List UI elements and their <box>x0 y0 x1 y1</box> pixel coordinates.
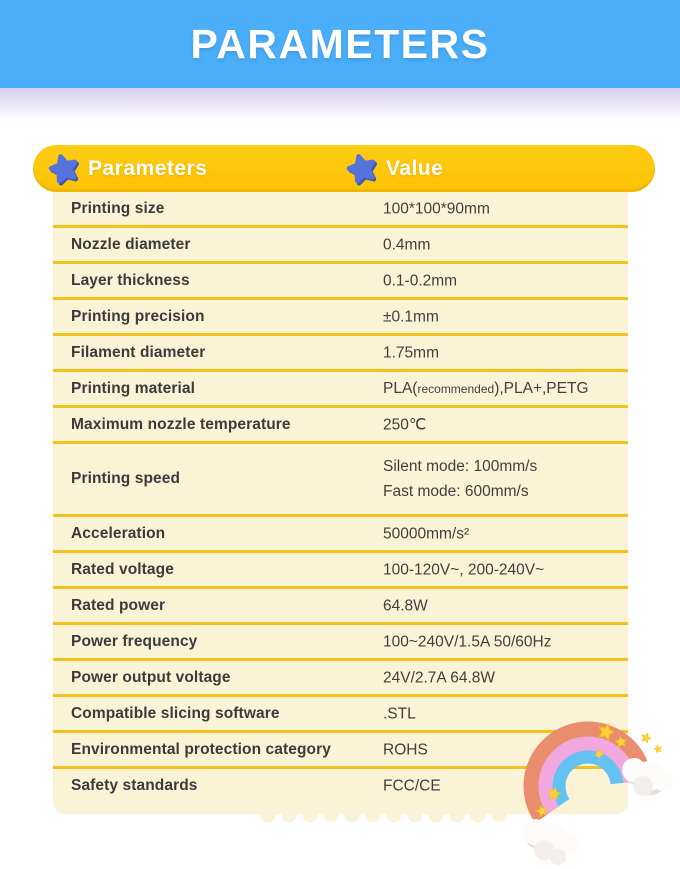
row-label: Printing material <box>71 379 196 397</box>
row-label: Printing precision <box>71 307 205 325</box>
row-value: Silent mode: 100mm/s Fast mode: 600mm/s <box>383 458 538 500</box>
header-col-parameters: Parameters <box>88 156 208 180</box>
star-icon <box>345 152 379 186</box>
row-label: Safety standards <box>71 776 198 794</box>
table-row <box>53 369 628 405</box>
row-value: .STL <box>383 705 416 722</box>
star-icon <box>47 152 81 186</box>
row-label: Compatible slicing software <box>71 704 280 722</box>
row-label: Power output voltage <box>71 668 231 686</box>
row-value: FCC/CE <box>383 777 441 794</box>
table-row <box>53 514 628 550</box>
row-value: 0.1-0.2mm <box>383 272 458 289</box>
row-label: Filament diameter <box>71 343 206 361</box>
table-row <box>53 441 628 514</box>
banner-fade-gradient <box>0 88 680 122</box>
header-parameters-group <box>47 152 207 186</box>
header-col-value: Value <box>386 156 444 180</box>
row-value: 24V/2.7A 64.8W <box>383 669 496 686</box>
row-value: PLA(recommended),PLA+,PETG <box>383 379 589 397</box>
rainbow-clouds-icon <box>496 714 674 869</box>
table-row <box>53 622 628 658</box>
cloud-icon <box>622 758 673 796</box>
row-value: 1.75mm <box>383 344 439 361</box>
row-label: Rated power <box>71 596 166 614</box>
table-row <box>53 261 628 297</box>
row-value: 100-120V~, 200-240V~ <box>383 561 545 578</box>
table-row <box>53 658 628 694</box>
row-value: 64.8W <box>383 597 428 614</box>
title-banner <box>0 0 680 88</box>
header-value-group <box>345 152 443 186</box>
table-header-pill <box>33 145 655 192</box>
row-value: 50000mm/s² <box>383 525 470 542</box>
row-label: Printing speed <box>71 470 181 487</box>
row-label: Nozzle diameter <box>71 235 191 253</box>
row-label: Layer thickness <box>71 271 190 289</box>
row-value: ROHS <box>383 741 428 758</box>
row-value: 100*100*90mm <box>383 200 490 217</box>
row-label: Printing size <box>71 199 165 217</box>
row-value: 0.4mm <box>383 236 431 253</box>
scallop-decoration <box>258 813 513 826</box>
table-row <box>53 225 628 261</box>
row-value: ±0.1mm <box>383 308 439 325</box>
page-title: PARAMETERS <box>190 20 490 67</box>
row-label: Environmental protection category <box>71 740 331 758</box>
cloud-icon <box>522 819 580 865</box>
table-row <box>53 192 628 225</box>
table-row <box>53 297 628 333</box>
row-label: Rated voltage <box>71 560 174 578</box>
table-row <box>53 405 628 441</box>
table-row <box>53 586 628 622</box>
table-row <box>53 550 628 586</box>
table-row <box>53 333 628 369</box>
row-label: Acceleration <box>71 524 166 542</box>
row-label: Power frequency <box>71 632 198 650</box>
row-value: 250℃ <box>383 416 427 433</box>
row-value: 100~240V/1.5A 50/60Hz <box>383 633 552 650</box>
row-label: Maximum nozzle temperature <box>71 415 291 433</box>
